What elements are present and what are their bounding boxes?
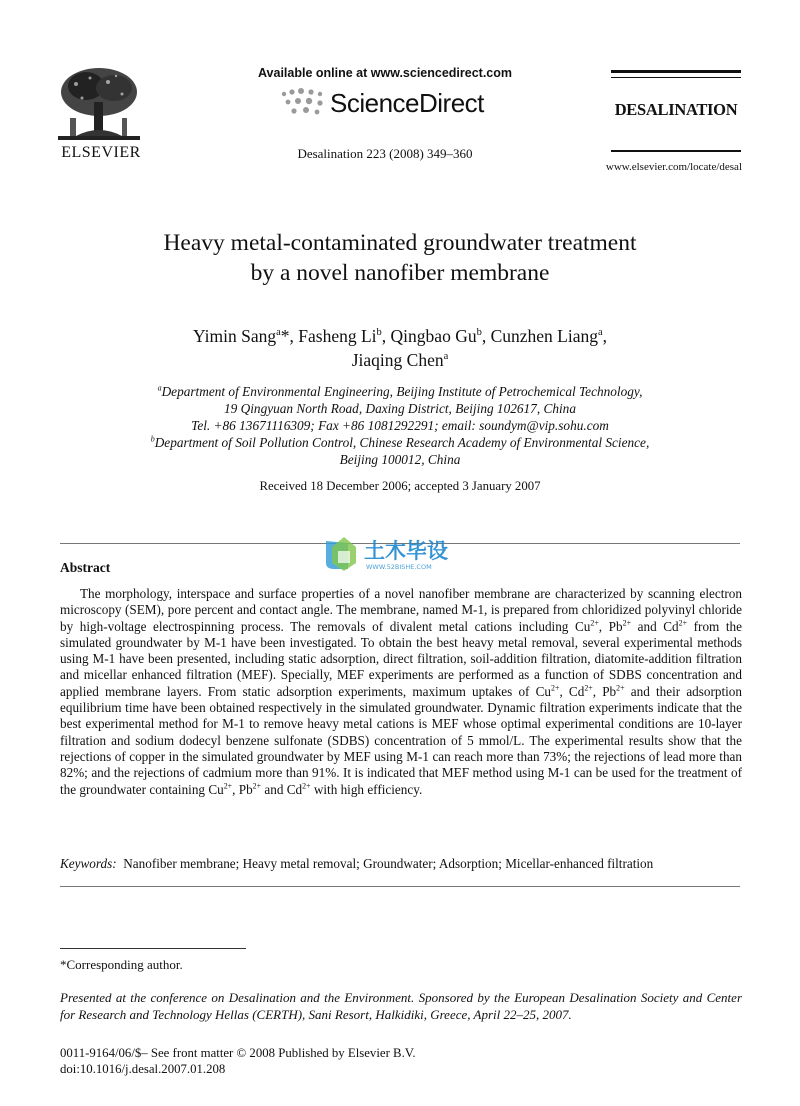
journal-url-link[interactable]: www.elsevier.com/locate/desal (605, 161, 742, 173)
affil-b-line-2: Beijing 100012, China (339, 452, 461, 467)
author-affil-mark: b (376, 327, 382, 339)
watermark-url: WWW.52BISHE.COM (366, 563, 432, 571)
author-affil-mark: a (276, 327, 281, 339)
conference-note: Presented at the conference on Desalination and the Environment. Sponsored by the European Desalination Society and Center for Research and Technology Hellas (CERTH), Sani Resort, Halkidiki, Greece, April 22–25, 2007. (60, 990, 742, 1022)
affil-a-line-1: Department of Environmental Engineering, Beijing Institute of Petrochemical Technology, (161, 384, 643, 399)
sciencedirect-wordmark: ScienceDirect (330, 88, 484, 118)
available-online-text[interactable]: Available online at www.sciencedirect.com (257, 66, 513, 80)
article-title (80, 228, 720, 288)
received-dates: Received 18 December 2006; accepted 3 January 2007 (259, 479, 541, 493)
author-affil-mark: a (443, 351, 449, 363)
title-line-2: by a novel nanofiber membrane (250, 260, 550, 286)
footnote-rule (60, 948, 246, 949)
journal-rule-second (611, 77, 741, 78)
keywords (60, 856, 760, 872)
author-name[interactable]: Yimin Sang (192, 326, 277, 346)
journal-name: DESALINATION (614, 100, 738, 119)
watermark-emblem-icon (326, 537, 356, 571)
author-name[interactable]: Jiaqing Chen (351, 350, 444, 370)
affil-a-line-2: 19 Qingyuan North Road, Daxing District, Beijing 102617, China (224, 401, 576, 416)
author-affil-mark: b (476, 327, 482, 339)
title-line-1: Heavy metal-contaminated groundwater treatment (163, 230, 637, 256)
affiliations (80, 383, 720, 468)
corresponding-star: * (280, 326, 290, 346)
doi-link[interactable]: doi:10.1016/j.desal.2007.01.208 (60, 1062, 226, 1076)
author-name[interactable]: Cunzhen Liang (490, 326, 598, 346)
watermark-text: 土木毕设 (364, 539, 448, 563)
journal-rule-bottom (611, 150, 741, 152)
issn-line: 0011-9164/06/$– See front matter © 2008 Published by Elsevier B.V. (60, 1046, 416, 1060)
keywords-rule-bottom (60, 886, 740, 887)
affil-mark-a: a (157, 383, 162, 393)
author-name[interactable]: Fasheng Li (298, 326, 377, 346)
author-affil-mark: a (597, 327, 603, 339)
issn-doi (60, 1045, 416, 1077)
author-name[interactable]: Qingbao Gu (390, 326, 477, 346)
journal-citation: Desalination 223 (2008) 349–360 (297, 146, 473, 161)
keywords-label: Keywords: (60, 856, 117, 871)
corresponding-author-note: *Corresponding author. (60, 957, 183, 972)
author-list: Yimin Sang$^a$*, Fasheng Li$^b$, Qingbao Gu$^b$, Cunzhen Liang$^a$, Jiaqing Chen$^a$ (192, 326, 608, 370)
elsevier-tree-logo (56, 64, 142, 144)
sciencedirect-dots-icon (278, 86, 328, 118)
journal-rule-top (611, 70, 741, 73)
abstract-heading: Abstract (60, 560, 111, 575)
abstract-text: The morphology, interspace and surface properties of a novel nanofiber membrane are characterized by scanning electron microscopy (SEM), pore percent and contact angle. The membrane, named M-1, is prepared from chloridized polyvinyl chloride by high-voltage electrospinning process. The removals of divalent metal cations including $Cu^{2+}$, $Pb^{2+}$ and $Cd^{2+}$ from the simulated groundwater by M-1 have been investigated. To obtain the best heavy metal removal, several experimental methods using M-1 have been presented, including static adsorption, direct filtration, soil-addition filtration, diatomite-addition filtration and micellar enhanced filtration (MEF). Specially, MEF experiments are performed as a function of SDBS concentration and applied membrane layers. From static adsorption experiments, maximum uptakes of $Cu^{2+}$, $Cd^{2+}$, $Pb^{2+}$ and their adsorption equilibrium time have been obtained respectively in the simulated groundwater. Dynamic filtration experiments indicate that the best experimental method for M-1 to remove heavy metal cations is MEF whose optimal experimental conditions are 10-layer filtration and sodium dodecyl benzene sulfonate (SDBS) concentration of 5 mmol/L. The experimental results show that the rejections of copper in the simulated groundwater by MEF using M-1 can reach more than 73%; the rejections of lead more than 82%; and the rejections of cadmium more than 91%. It is indicated that MEF method using M-1 can be used for the treatment of the groundwater containing $Cu^{2+}$, $Pb^{2+}$ and $Cd^{2+}$ with high efficiency. (60, 586, 742, 797)
affil-b-line-1: Department of Soil Pollution Control, Chinese Research Academy of Environmental Science, (154, 435, 650, 450)
publisher-name: ELSEVIER (61, 144, 141, 161)
affil-a-contact[interactable]: Tel. +86 13671116309; Fax +86 1081292291; email: soundym@vip.sohu.com (191, 418, 609, 433)
affil-mark-b: b (150, 434, 155, 444)
keywords-list: Nanofiber membrane; Heavy metal removal; Groundwater; Adsorption; Micellar-enhanced filtration (123, 856, 654, 871)
watermark-logo (322, 533, 482, 573)
